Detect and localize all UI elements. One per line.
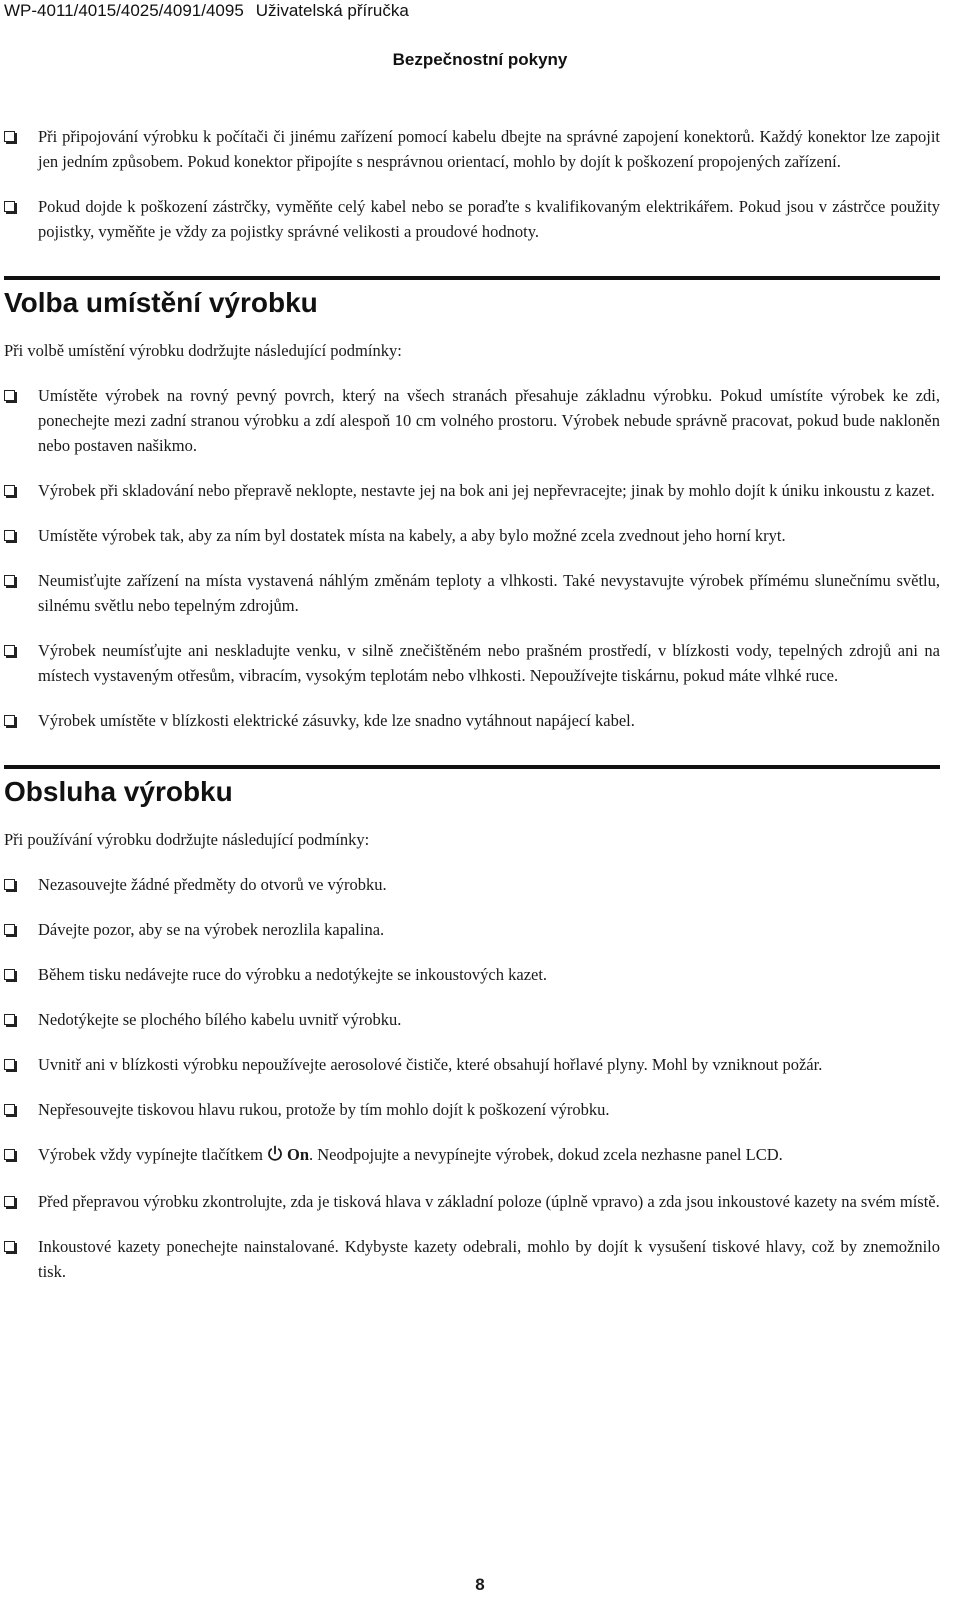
checkbox-bullet-icon bbox=[4, 530, 15, 541]
placement-list bbox=[4, 383, 940, 733]
section-divider bbox=[4, 276, 940, 280]
list-item: Výrobek při skladování nebo přepravě neklopte, nestavte jej na bok ani jej nepřevracejte; jinak by mohlo dojít k úniku inkoustu z kazet. bbox=[4, 478, 940, 503]
on-button-label: On bbox=[286, 1145, 309, 1164]
section-title: Bezpečnostní pokyny bbox=[392, 50, 568, 69]
checkbox-bullet-icon bbox=[4, 924, 15, 935]
section-divider bbox=[4, 765, 940, 769]
checkbox-bullet-icon bbox=[4, 645, 15, 656]
checkbox-bullet-icon bbox=[4, 1014, 15, 1025]
list-item: Uvnitř ani v blízkosti výrobku nepoužívejte aerosolové čističe, které obsahují hořlavé plyny. Mohl by vzniknout požár. bbox=[4, 1052, 940, 1077]
placement-heading: Volba umístění výrobku bbox=[4, 287, 318, 318]
list-item: Nepřesouvejte tiskovou hlavu rukou, protože by tím mohlo dojít k poškození výrobku. bbox=[4, 1097, 940, 1122]
list-item: Při připojování výrobku k počítači či jinému zařízení pomocí kabelu dbejte na správné zapojení konektorů. Každý konektor lze zapojit jen jedním způsobem. Pokud konektor připojíte s nesprávnou orientací, mohlo by dojít k poškození propojených zařízení. bbox=[4, 124, 940, 174]
list-item: Pokud dojde k poškození zástrčky, vyměňte celý kabel nebo se poraďte s kvalifikovaným elektrikářem. Pokud jsou v zástrčce použity pojistky, vyměňte je vždy za pojistky správné velikosti a proudové hodnoty. bbox=[4, 194, 940, 244]
checkbox-bullet-icon bbox=[4, 485, 15, 496]
checkbox-bullet-icon bbox=[4, 969, 15, 980]
list-item: Inkoustové kazety ponechejte nainstalované. Kdybyste kazety odebrali, mohlo by dojít k vysušení tiskové hlavy, což by znemožnilo tisk. bbox=[4, 1234, 940, 1284]
document-body bbox=[4, 124, 940, 1304]
list-item: Umístěte výrobek na rovný pevný povrch, který na všech stranách přesahuje základnu výrobku. Pokud umístíte výrobek ke zdi, ponechejte mezi zadní stranou výrobku a zdí alespoň 10 cm volného prostoru. Výrobek nebude správně pracovat, pokud bude nakloněn nebo postaven našikmo. bbox=[4, 383, 940, 458]
checkbox-bullet-icon bbox=[4, 1241, 15, 1252]
guide-title: Uživatelská příručka bbox=[255, 1, 409, 20]
operation-heading: Obsluha výrobku bbox=[4, 776, 233, 807]
power-icon bbox=[267, 1144, 283, 1169]
checkbox-bullet-icon bbox=[4, 1059, 15, 1070]
list-item: Nedotýkejte se plochého bílého kabelu uvnitř výrobku. bbox=[4, 1007, 940, 1032]
checkbox-bullet-icon bbox=[4, 201, 15, 212]
list-item: Nezasouvejte žádné předměty do otvorů ve výrobku. bbox=[4, 872, 940, 897]
list-item: Dávejte pozor, aby se na výrobek nerozlila kapalina. bbox=[4, 917, 940, 942]
list-item: Před přepravou výrobku zkontrolujte, zda je tisková hlava v základní poloze (úplně vpravo) a zda jsou inkoustové kazety na svém místě. bbox=[4, 1189, 940, 1214]
list-item: Výrobek umístěte v blízkosti elektrické zásuvky, kde lze snadno vytáhnout napájecí kabel. bbox=[4, 708, 940, 733]
checkbox-bullet-icon bbox=[4, 879, 15, 890]
connection-safety-list bbox=[4, 124, 940, 244]
checkbox-bullet-icon bbox=[4, 131, 15, 142]
checkbox-bullet-icon bbox=[4, 575, 15, 586]
operation-intro: Při používání výrobku dodržujte následující podmínky: bbox=[4, 830, 370, 849]
checkbox-bullet-icon bbox=[4, 1149, 15, 1160]
page-number: 8 bbox=[475, 1575, 485, 1594]
checkbox-bullet-icon bbox=[4, 1196, 15, 1207]
list-item: Během tisku nedávejte ruce do výrobku a nedotýkejte se inkoustových kazet. bbox=[4, 962, 940, 987]
checkbox-bullet-icon bbox=[4, 715, 15, 726]
page-header bbox=[4, 0, 409, 22]
model-name: WP-4011/4015/4025/4091/4095 bbox=[4, 1, 244, 20]
checkbox-bullet-icon bbox=[4, 1104, 15, 1115]
placement-intro: Při volbě umístění výrobku dodržujte následující podmínky: bbox=[4, 341, 402, 360]
checkbox-bullet-icon bbox=[4, 390, 15, 401]
list-item: Neumisťujte zařízení na místa vystavená náhlým změnám teploty a vlhkosti. Také nevystavujte výrobek přímému slunečnímu světlu, silnému světlu nebo tepelným zdrojům. bbox=[4, 568, 940, 618]
list-item: Výrobek neumísťujte ani neskladujte venku, v silně znečištěném nebo prašném prostředí, v blízkosti vody, tepelných zdrojů ani na místech vystaveným otřesům, vibracím, vysokým teplotám nebo vlhkosti. Nepoužívejte tiskárnu, pokud máte vlhké ruce. bbox=[4, 638, 940, 688]
operation-list bbox=[4, 872, 940, 1284]
list-item: Umístěte výrobek tak, aby za ním byl dostatek místa na kabely, a aby bylo možné zcela zvednout jeho horní kryt. bbox=[4, 523, 940, 548]
list-item: Výrobek vždy vypínejte tlačítkem On. Neodpojujte a nevypínejte výrobek, dokud zcela nezhasne panel LCD. bbox=[4, 1142, 940, 1169]
